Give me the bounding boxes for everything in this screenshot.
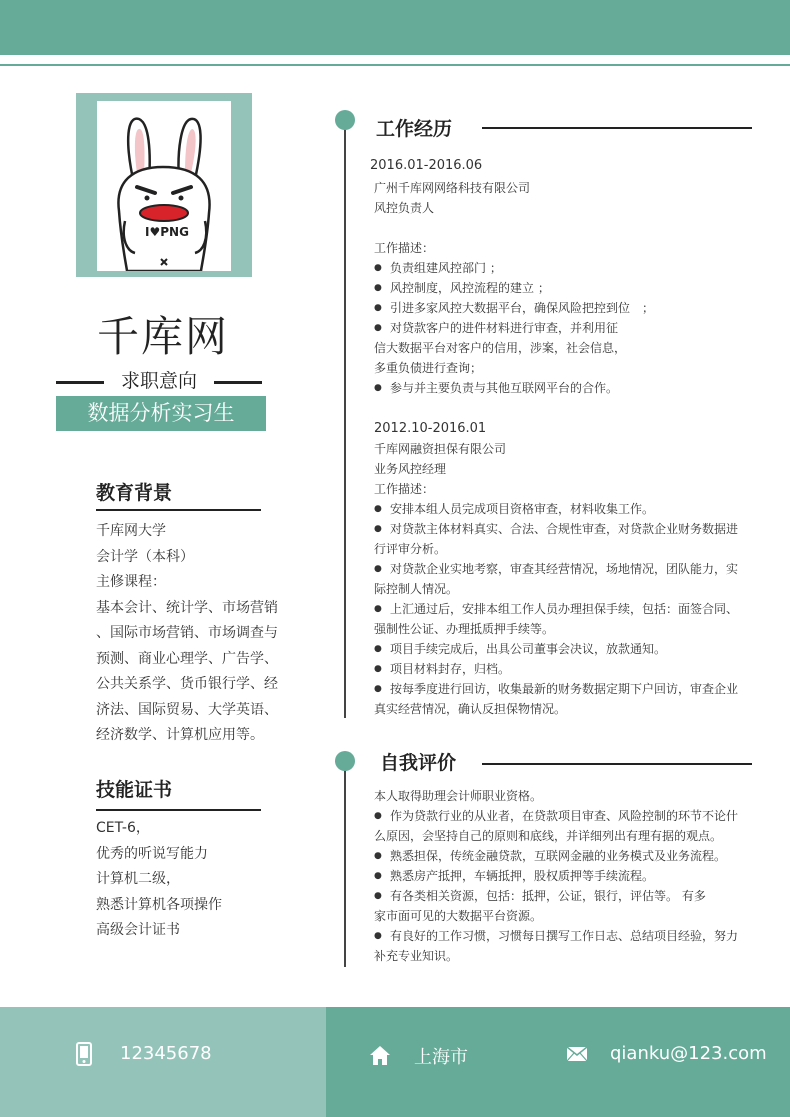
list-item-cont: 强制性公证、办理抵质押手续等。 <box>374 622 555 636</box>
list-item: ● 熟悉房产抵押，车辆抵押，股权质押等手续流程。 <box>374 866 754 886</box>
candidate-name: 千库网 <box>96 312 229 361</box>
job2-company: 千库网融资担保有限公司 <box>374 442 507 456</box>
list-item: ● 熟悉担保，传统金融贷款，互联网金融的业务模式及业务流程。 <box>374 846 754 866</box>
list-item: 优秀的听说写能力 <box>96 845 208 862</box>
list-item: ● 对贷款企业实地考察，审查其经营情况，场地情况，团队能力，实 <box>374 559 754 579</box>
work-title: 工作经历 <box>376 118 453 140</box>
list-item: CET-6， <box>96 820 150 836</box>
job1-period: 2016.01-2016.06 <box>370 158 483 173</box>
intent-right-rule <box>214 381 262 384</box>
skills-rule <box>96 809 261 811</box>
education-rule <box>96 509 261 511</box>
job1-block <box>370 156 750 176</box>
list-item: 主修课程： <box>96 574 166 590</box>
rabbit-mascot-icon <box>97 101 231 271</box>
list-item: ● 项目手续完成后，出具公司董事会决议，放款通知。 <box>374 639 754 659</box>
list-item: ● 对贷款客户的进件材料进行审查，并利用征 <box>374 318 754 338</box>
list-item: 高级会计证书 <box>96 922 180 938</box>
list-item: 熟悉计算机各项操作 <box>96 896 222 913</box>
job2-role: 业务风控经理 <box>374 462 447 476</box>
mail-icon <box>567 1047 587 1061</box>
timeline-line <box>344 761 346 967</box>
list-item: 公共关系学、货币银行学、经 <box>96 676 278 692</box>
skills-list <box>96 816 296 944</box>
list-item-cont: 行评审分析。 <box>374 542 447 556</box>
job1-role: 风控负责人 <box>374 201 435 215</box>
list-item: 基本会计、统计学、市场营销 <box>96 599 278 616</box>
timeline-line <box>344 120 346 718</box>
mascot-shirt-text: I♥PNG <box>145 225 189 239</box>
list-item: ● 引进多家风控大数据平台，确保风险把控到位 ； <box>374 298 754 318</box>
job1-details <box>374 178 754 398</box>
list-item-cont: 信大数据平台对客户的信用，涉案，社会信息， <box>374 341 627 355</box>
list-item-cont: 多重负债进行查询； <box>374 361 483 375</box>
email: qianku@123.com <box>610 1043 767 1064</box>
timeline-dot <box>335 751 355 771</box>
list-item: ● 风控制度，风控流程的建立 ； <box>374 278 754 298</box>
list-item: ● 有各类相关资源，包括：抵押，公证，银行，评估等。 有多 <box>374 886 754 906</box>
home-icon <box>369 1044 391 1066</box>
list-item: 计算机二级， <box>96 871 180 887</box>
job-title: 数据分析实习生 <box>56 396 266 431</box>
list-item: 会计学（本科） <box>96 548 194 565</box>
phone-number: 12345678 <box>120 1043 212 1064</box>
list-item: 、国际市场营销、市场调查与 <box>96 625 278 641</box>
job2-details <box>374 419 754 719</box>
list-item: ● 有良好的工作习惯，习惯每日撰写工作日志、总结项目经验，努力 <box>374 926 754 946</box>
list-item: ● 项目材料封存，归档。 <box>374 659 754 679</box>
list-item: 经济数学、计算机应用等。 <box>96 727 264 743</box>
list-item: ● 按每季度进行回访，收集最新的财务数据定期下户回访，审查企业 <box>374 679 754 699</box>
list-item: 济法、国际贸易、大学英语、 <box>96 701 278 718</box>
job2-desc-label: 工作描述： <box>374 482 435 496</box>
top-divider <box>0 64 790 66</box>
work-rule <box>482 127 752 129</box>
top-banner <box>0 0 790 55</box>
list-item: ● 对贷款主体材料真实、合法、合规性审查，对贷款企业财务数据进 <box>374 519 754 539</box>
list-item: 预测、商业心理学、广告学、 <box>96 650 278 667</box>
photo-frame <box>76 93 252 277</box>
self-eval-intro: 本人取得助理会计师职业资格。 <box>374 789 543 803</box>
city: 上海市 <box>414 1047 468 1068</box>
skills-title: 技能证书 <box>96 779 173 801</box>
job2-period: 2012.10-2016.01 <box>374 421 487 436</box>
list-item: ● 安排本组人员完成项目资格审查，材料收集工作。 <box>374 499 754 519</box>
list-item: ● 参与并主要负责与其他互联网平台的合作。 <box>374 378 754 398</box>
education-list <box>96 519 296 749</box>
list-item: ● 上汇通过后，安排本组工作人员办理担保手续，包括：面签合同、 <box>374 599 754 619</box>
self-eval-list <box>374 786 754 966</box>
phone-icon <box>76 1042 92 1066</box>
education-title: 教育背景 <box>96 482 173 504</box>
job1-desc-label: 工作描述： <box>374 241 435 255</box>
avatar <box>97 101 231 271</box>
self-eval-rule <box>482 763 752 765</box>
list-item-cont: 际控制人情况。 <box>374 582 459 596</box>
list-item-cont: 补充专业知识。 <box>374 949 459 963</box>
self-eval-title: 自我评价 <box>380 752 457 774</box>
list-item: ● 负责组建风控部门 ； <box>374 258 754 278</box>
list-item-cont: 真实经营情况，确认反担保物情况。 <box>374 702 567 716</box>
list-item-cont: 家市面可见的大数据平台资源。 <box>374 909 543 923</box>
list-item: 千库网大学 <box>96 523 166 539</box>
list-item: ● 作为贷款行业的从业者，在贷款项目审查、风险控制的环节不论什 <box>374 806 754 826</box>
job-intent-label: 求职意向 <box>120 370 197 392</box>
job-intent-row <box>56 366 262 392</box>
timeline-dot <box>335 110 355 130</box>
list-item-cont: 么原因，会坚持自己的原则和底线，并详细列出有理有据的观点。 <box>374 829 723 843</box>
job1-company: 广州千库网网络科技有限公司 <box>374 181 531 195</box>
